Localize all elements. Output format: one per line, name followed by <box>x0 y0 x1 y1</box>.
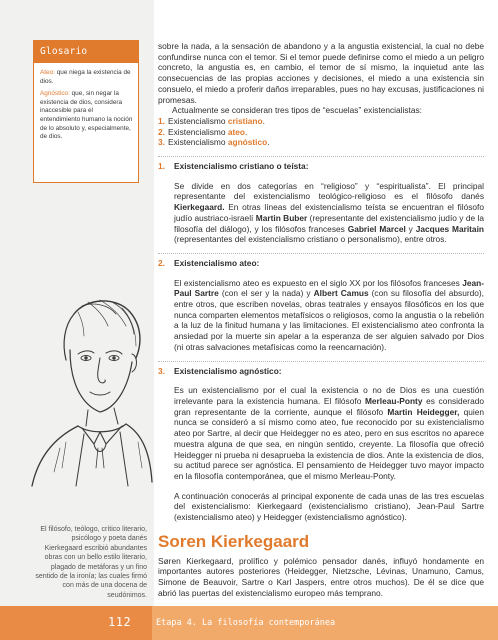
kierkegaard-heading: Soren Kierkegaard <box>158 531 310 551</box>
intro-paragraph: sobre la nada, a la sensación de abandono y a la angustia existencial, la cual no debe confundirse nunca con el temor. Si el temor puede definirse como el miedo a un peligro concreto, la angustia es, en cambio, el temor de sí mismo, la inquietud ante las consecuencias de las propias acciones y decisiones, el miedo a una existencia sin consuelo, el miedo a proferir daños irreparables, pues no hay excusas, justificaciones ni promesas. <box>158 41 484 105</box>
page-footer <box>0 606 498 640</box>
transition-paragraph: A continuación conocerás al principal exponente de cada unas de las tres escuelas del existencialismo: Kierkegaard (existencialismo cristiano), Jean-Paul Sartre (existencialismo ateo) y Heidegger (existencialismo agnóstico). <box>174 490 484 523</box>
section-3-title <box>158 366 484 377</box>
list-item <box>158 116 484 127</box>
list-item-number: 2. <box>158 126 165 137</box>
list-item <box>158 137 484 148</box>
section-1-number: 1. <box>158 161 165 172</box>
page-number: 112 <box>108 615 132 629</box>
list-item-text: Existencialismo <box>168 137 228 148</box>
list-item-end: . <box>262 115 265 126</box>
footer-page-box <box>0 606 152 640</box>
list-item-text: Existencialismo <box>168 115 228 126</box>
section-3-number: 3. <box>158 365 165 376</box>
section-3-body: Es un existencialismo por el cual la existencia o no de Dios es una cuestión irrelevante para la existencia humana. El filósofo Merleau-Ponty es considerado gran representante de la corriente, aunque el filósofo Martin Heidegger, quien nunca se consideró a sí mismo como ateo, fue reconocido por su existencialismo ateo por Sartre, al decir que Heidegger no es ateo, pero en sus escritos no aparece muestra alguna de que sea, en ningún sentido, creyente. La filosofía que ofreció Heidegger ni prueba ni desaprueba la existencia de dios. Ante la existencia de dios, su actitud parece ser agnóstica. El pensamiento de Heidegger tuvo mayor impacto en la filosofía contemporánea, que el mismo Merleau-Ponty. <box>174 385 485 481</box>
list-item-text: Existencialismo <box>168 126 228 137</box>
glossary-entry-agnostico <box>40 90 133 142</box>
glossary-def-ateo: que niega la existencia de dios. <box>40 69 131 85</box>
glossary-body <box>34 63 138 142</box>
kierkegaard-portrait-drawing <box>4 292 154 488</box>
list-item-number: 1. <box>158 115 165 126</box>
list-item-end: . <box>244 126 248 137</box>
section-1-title <box>158 161 484 172</box>
section-2-title-text: Existencialismo ateo: <box>174 257 260 268</box>
glossary-title: Glosario <box>34 41 138 63</box>
footer-chapter-label: Etapa 4. La filosofía contemporánea <box>156 618 336 628</box>
portrait-caption: El filósofo, teólogo, crítico literario, psicólogo y poeta danés Kierkegaard escribió abundantes obras con un bello estilo literario, plagado de metáforas y un fino sentido de la ironía; las cuales firmó con más de una docena de seudónimos. <box>35 526 147 599</box>
section-2-number: 2. <box>158 257 165 268</box>
divider <box>158 361 484 362</box>
schools-list <box>158 116 484 148</box>
kierkegaard-paragraph: Søren Kierkegaard, prolífico y polémico pensador danés, influyó hondamente en importantes autores posteriores (Heidegger, Nietzsche, Lévinas, Unamuno, Camus, Simone de Beauvoir, Sartre o Karl Jaspers, entre otros muchos). De él se dice que abrió las puertas del existencialismo europeo más temprano. <box>158 555 484 598</box>
list-item-highlight: cristiano <box>227 115 263 126</box>
section-3-title-text: Existencialismo agnóstico: <box>174 365 282 376</box>
glossary-entry-ateo <box>40 69 133 86</box>
section-2-body: El existencialismo ateo es expuesto en el siglo XX por los filósofos franceses Jean-Paul Sartre (con el ser y la nada) y Albert Camus (con su filosofía del absurdo), entre otros, que escriben novelas, obras teatrales y ensayos filosóficos en los que nunca comparten elementos metafísicos o religiosos, como la angustia o la rebelión a la luz de la finitud humana y las limitaciones. El existencialismo ateo confronta la ansiedad por la muerte sin apelar a la esperanza de ser alguien salvado por Dios (ni otras salvaciones metafísicas como la reencarnación). <box>174 277 485 352</box>
section-2-title <box>158 258 484 269</box>
glossary-box <box>33 40 139 183</box>
section-1-title-text: Existencialismo cristiano o teísta: <box>174 161 309 172</box>
list-item-end: . <box>267 137 270 148</box>
divider <box>158 156 484 157</box>
list-item-highlight: ateo <box>227 126 245 137</box>
glossary-term-ateo: Ateo: <box>40 69 55 76</box>
section-1-body: Se divide en dos categorías en “religioso” y “espiritualista”. El principal representante del existencialismo teológico-religioso es el filósofo danés Kierkegaard. En otras líneas del existencialismo teísta se encuentran el filósofo judío austriaco-israelí Martin Buber (representante del existencialismo judío y de la filosofía del diálogo), y los filósofos franceses Gabriel Marcel y Jacques Maritain (representantes del existencialismo cristiano o personalismo), entre otros. <box>174 180 484 245</box>
divider <box>158 253 484 254</box>
list-item-number: 3. <box>158 137 165 148</box>
intro-schools-sentence: Actualmente se consideran tres tipos de “escuelas” existencialistas: <box>172 105 422 116</box>
main-column <box>158 41 484 599</box>
glossary-term-agnostico: Agnóstico: <box>40 90 70 98</box>
list-item <box>158 127 484 138</box>
glossary-def-agnostico: que, sin negar la existencia de dios, considera inaccesible para el entendimiento humano la noción de lo absoluto y, especialmente, de dios. <box>40 90 133 141</box>
list-item-highlight: agnóstico <box>227 137 268 148</box>
